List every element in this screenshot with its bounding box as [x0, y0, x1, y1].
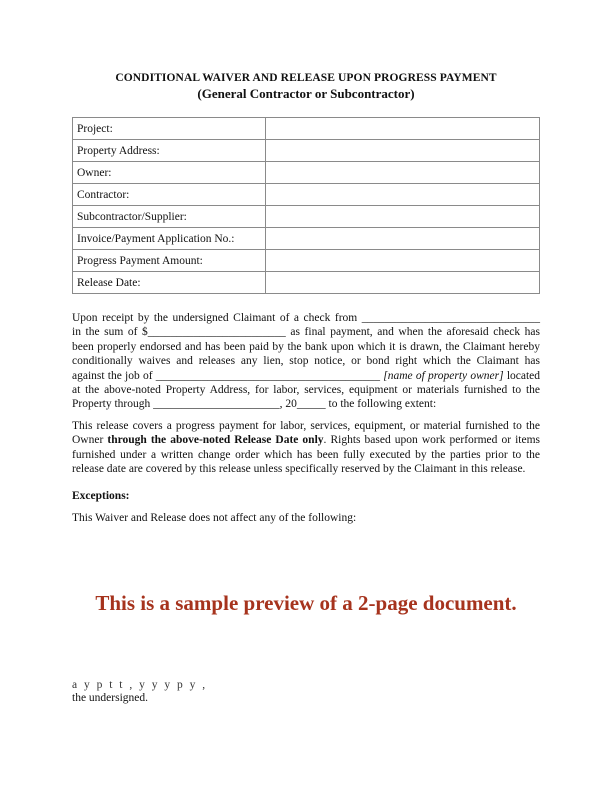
- text-line: Upon receipt by the undersigned Claimant of a check from _______________________________: [72, 312, 540, 324]
- table-row: [73, 184, 540, 206]
- preview-banner: This is a sample preview of a 2-page document.: [95, 591, 517, 615]
- document-title: CONDITIONAL WAIVER AND RELEASE UPON PROGRESS PAYMENT: [115, 72, 497, 84]
- closing-text: the undersigned.: [72, 692, 149, 704]
- release-date-emphasis: through the above-noted Release Date only: [107, 434, 324, 447]
- field-value-subcontractor[interactable]: [266, 206, 540, 228]
- truncated-text: This Waiver and Release does not affect any of the following:: [72, 512, 357, 524]
- text-fragment: against the job of _______________________________________: [72, 369, 380, 382]
- field-value-payment-amount[interactable]: [266, 250, 540, 272]
- text-fragment: . Rights based upon work performed or items: [323, 434, 541, 447]
- table-row: [73, 272, 540, 294]
- field-label-payment-amount: Progress Payment Amount:: [73, 250, 266, 272]
- document-subtitle: (General Contractor or Subcontractor): [197, 86, 415, 101]
- exceptions-heading: Exceptions:: [72, 490, 130, 502]
- text-fragment: Owner: [72, 434, 104, 447]
- text-line: at the above-noted Property Address, for labor, services, equipment or materials furnished to the: [72, 384, 540, 397]
- field-label-contractor: Contractor:: [73, 184, 266, 206]
- text-line: [72, 369, 540, 383]
- coverage-paragraph: [72, 419, 540, 477]
- text-line: Property through ______________________, 20_____ to the following extent:: [72, 398, 437, 411]
- text-line: release date are covered by this release unless specifically reserved by the Claimant in this release.: [72, 463, 526, 476]
- field-label-invoice-no: Invoice/Payment Application No.:: [73, 228, 266, 250]
- owner-name-hint: [name of property owner]: [383, 369, 504, 382]
- field-value-project[interactable]: [266, 118, 540, 140]
- table-row: [73, 250, 540, 272]
- text-line: in the sum of $________________________ as final payment, and when the aforesaid check has: [72, 326, 540, 339]
- field-label-release-date: Release Date:: [73, 272, 266, 294]
- text-line: [72, 433, 540, 447]
- field-value-owner[interactable]: [266, 162, 540, 184]
- text-line: been properly endorsed and has been paid by the bank upon which it is drawn, the Claimant hereby: [72, 340, 540, 353]
- field-value-contractor[interactable]: [266, 184, 540, 206]
- text-line: conditionally waives and releases any lien, stop notice, or bond right which the Claimant has: [72, 355, 540, 368]
- project-info-table: [72, 117, 540, 294]
- field-label-project: Project:: [73, 118, 266, 140]
- field-value-release-date[interactable]: [266, 272, 540, 294]
- truncated-fragment: a y p t t , y y y p y ,: [72, 679, 208, 691]
- table-row: [73, 140, 540, 162]
- field-label-subcontractor: Subcontractor/Supplier:: [73, 206, 266, 228]
- release-paragraph: [72, 311, 540, 412]
- field-value-property-address[interactable]: [266, 140, 540, 162]
- field-label-property-address: Property Address:: [73, 140, 266, 162]
- text-line: This release covers a progress payment for labor, services, equipment, or material furnished to the: [72, 420, 540, 432]
- table-row: [73, 206, 540, 228]
- text-fragment: located: [506, 369, 541, 382]
- field-label-owner: Owner:: [73, 162, 266, 184]
- table-row: [73, 118, 540, 140]
- table-row: [73, 228, 540, 250]
- table-row: [73, 162, 540, 184]
- field-value-invoice-no[interactable]: [266, 228, 540, 250]
- text-line: furnished under a written change order which has been fully executed by the parties prior to the: [72, 448, 540, 461]
